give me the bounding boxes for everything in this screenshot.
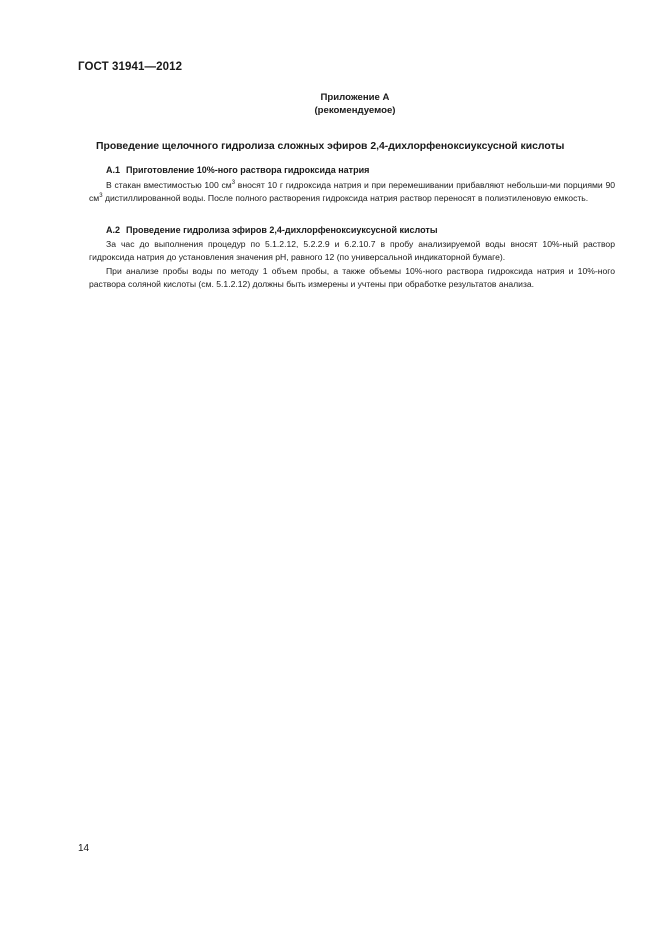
section-a1-number: А.1 — [106, 165, 121, 175]
section-a1-title: Приготовление 10%-ного раствора гидроксида натрия — [126, 165, 370, 175]
section-a2-body — [89, 238, 615, 291]
text-run: вносят 10 г гидроксида натрия и при перемешивании прибавляют небольши-ми порциями 90 см — [89, 180, 616, 204]
section-a2-number: А.2 — [106, 225, 121, 235]
section-a2-paragraph-1: За час до выполнения процедур по 5.1.2.12, 5.2.2.9 и 6.2.10.7 в пробу анализируемой воды вносят 10%-ный раствор гидроксида натрия до установления значения рН, равного 12 (по универсальной индикаторной бумаге). — [89, 239, 615, 263]
text-run: дистиллированной воды. После полного растворения гидроксида натрия раствор переносят в полиэтиленовую емкость. — [102, 193, 589, 204]
section-a1-body — [89, 179, 615, 206]
section-a2-paragraph-2: При анализе пробы воды по методу 1 объем пробы, а также объемы 10%-ного раствора гидроксида натрия и 10%-ного раствора соляной кислоты (см. 5.1.2.12) должны быть измерены и учтены при обработке результатов анализа. — [89, 265, 615, 289]
appendix-status: (рекомендуемое) — [314, 105, 396, 116]
superscript: 3 — [231, 180, 236, 186]
section-a2-heading — [106, 225, 438, 235]
appendix-main-title: Проведение щелочного гидролиза сложных эфиров 2,4-дихлорфеноксиуксусной кислоты — [96, 141, 565, 152]
appendix-title: Приложение А — [320, 92, 390, 103]
page-number: 14 — [78, 843, 90, 854]
standard-code: ГОСТ 31941—2012 — [78, 61, 183, 73]
section-a1-heading — [106, 165, 369, 175]
superscript: 3 — [99, 193, 103, 200]
appendix-header — [200, 91, 510, 117]
section-a1-paragraph — [89, 179, 615, 206]
text-run: В стакан вместимостью 100 см — [106, 180, 232, 190]
section-a2-title: Проведение гидролиза эфиров 2,4-дихлорфеноксиуксусной кислоты — [126, 225, 438, 235]
